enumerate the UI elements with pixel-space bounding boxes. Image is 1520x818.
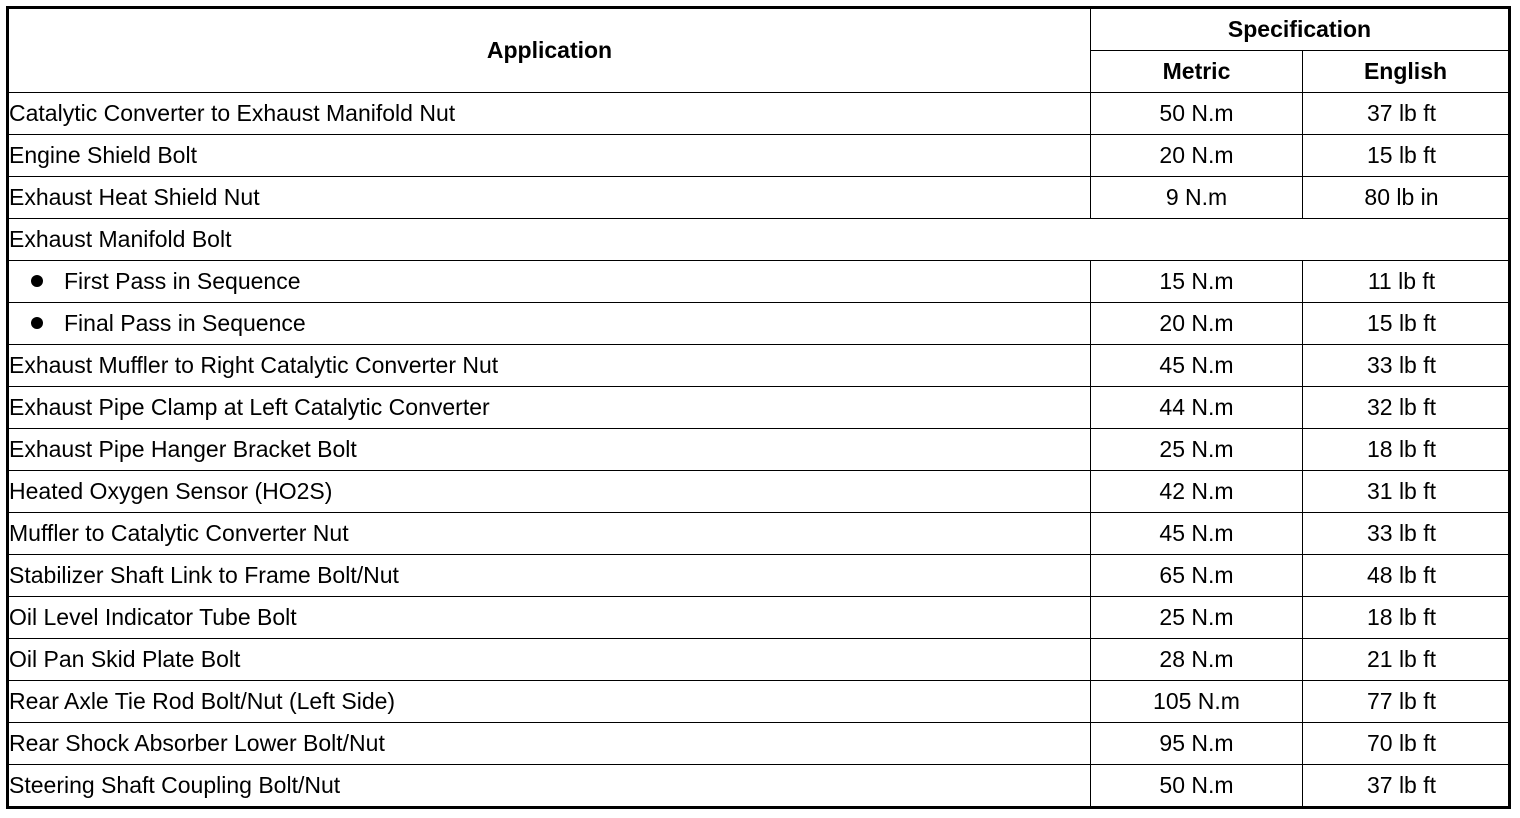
english-cell: 18 lb ft bbox=[1303, 597, 1510, 639]
metric-cell: 65 N.m bbox=[1091, 555, 1303, 597]
subitem-label: Final Pass in Sequence bbox=[64, 310, 306, 336]
table-row bbox=[8, 345, 1510, 387]
application-cell: Rear Shock Absorber Lower Bolt/Nut bbox=[8, 723, 1091, 765]
metric-cell: 95 N.m bbox=[1091, 723, 1303, 765]
application-cell bbox=[8, 303, 1091, 345]
table-row bbox=[8, 387, 1510, 429]
english-cell: 37 lb ft bbox=[1303, 93, 1510, 135]
table-row bbox=[8, 93, 1510, 135]
table-row bbox=[8, 429, 1510, 471]
metric-cell: 28 N.m bbox=[1091, 639, 1303, 681]
table-row bbox=[8, 597, 1510, 639]
application-cell: Stabilizer Shaft Link to Frame Bolt/Nut bbox=[8, 555, 1091, 597]
english-cell: 11 lb ft bbox=[1303, 261, 1510, 303]
application-cell: Rear Axle Tie Rod Bolt/Nut (Left Side) bbox=[8, 681, 1091, 723]
table-row bbox=[8, 639, 1510, 681]
metric-cell: 50 N.m bbox=[1091, 93, 1303, 135]
table-subrow bbox=[8, 261, 1510, 303]
application-cell: Oil Level Indicator Tube Bolt bbox=[8, 597, 1091, 639]
english-cell: 21 lb ft bbox=[1303, 639, 1510, 681]
english-cell: 77 lb ft bbox=[1303, 681, 1510, 723]
table-row bbox=[8, 681, 1510, 723]
group-heading-cell: Exhaust Manifold Bolt bbox=[8, 219, 1510, 261]
table-subrow bbox=[8, 303, 1510, 345]
english-cell: 31 lb ft bbox=[1303, 471, 1510, 513]
english-cell: 48 lb ft bbox=[1303, 555, 1510, 597]
english-cell: 33 lb ft bbox=[1303, 513, 1510, 555]
application-cell: Exhaust Heat Shield Nut bbox=[8, 177, 1091, 219]
application-cell: Exhaust Muffler to Right Catalytic Converter Nut bbox=[8, 345, 1091, 387]
metric-cell: 20 N.m bbox=[1091, 135, 1303, 177]
application-cell: Catalytic Converter to Exhaust Manifold Nut bbox=[8, 93, 1091, 135]
table-row bbox=[8, 513, 1510, 555]
metric-cell: 45 N.m bbox=[1091, 345, 1303, 387]
table-row bbox=[8, 765, 1510, 808]
table-row bbox=[8, 555, 1510, 597]
metric-cell: 15 N.m bbox=[1091, 261, 1303, 303]
metric-cell: 20 N.m bbox=[1091, 303, 1303, 345]
metric-cell: 50 N.m bbox=[1091, 765, 1303, 808]
metric-cell: 105 N.m bbox=[1091, 681, 1303, 723]
english-cell: 15 lb ft bbox=[1303, 303, 1510, 345]
bullet-icon bbox=[31, 317, 43, 329]
english-cell: 33 lb ft bbox=[1303, 345, 1510, 387]
english-cell: 37 lb ft bbox=[1303, 765, 1510, 808]
application-cell: Steering Shaft Coupling Bolt/Nut bbox=[8, 765, 1091, 808]
bullet-icon bbox=[31, 275, 43, 287]
table-row bbox=[8, 177, 1510, 219]
table-row bbox=[8, 723, 1510, 765]
english-cell: 15 lb ft bbox=[1303, 135, 1510, 177]
english-cell: 18 lb ft bbox=[1303, 429, 1510, 471]
english-cell: 32 lb ft bbox=[1303, 387, 1510, 429]
metric-header: Metric bbox=[1091, 51, 1303, 93]
subitem-label: First Pass in Sequence bbox=[64, 268, 301, 294]
english-cell: 80 lb in bbox=[1303, 177, 1510, 219]
application-header: Application bbox=[8, 8, 1091, 93]
application-cell: Exhaust Pipe Hanger Bracket Bolt bbox=[8, 429, 1091, 471]
application-cell: Oil Pan Skid Plate Bolt bbox=[8, 639, 1091, 681]
application-cell: Muffler to Catalytic Converter Nut bbox=[8, 513, 1091, 555]
english-cell: 70 lb ft bbox=[1303, 723, 1510, 765]
torque-specification-table bbox=[6, 6, 1511, 809]
application-cell: Engine Shield Bolt bbox=[8, 135, 1091, 177]
metric-cell: 44 N.m bbox=[1091, 387, 1303, 429]
table-row bbox=[8, 471, 1510, 513]
application-cell bbox=[8, 261, 1091, 303]
metric-cell: 25 N.m bbox=[1091, 429, 1303, 471]
metric-cell: 9 N.m bbox=[1091, 177, 1303, 219]
application-cell: Heated Oxygen Sensor (HO2S) bbox=[8, 471, 1091, 513]
metric-cell: 45 N.m bbox=[1091, 513, 1303, 555]
specification-header: Specification bbox=[1091, 8, 1510, 51]
metric-cell: 25 N.m bbox=[1091, 597, 1303, 639]
metric-cell: 42 N.m bbox=[1091, 471, 1303, 513]
application-cell: Exhaust Pipe Clamp at Left Catalytic Converter bbox=[8, 387, 1091, 429]
table-group-row bbox=[8, 219, 1510, 261]
table-row bbox=[8, 135, 1510, 177]
english-header: English bbox=[1303, 51, 1510, 93]
